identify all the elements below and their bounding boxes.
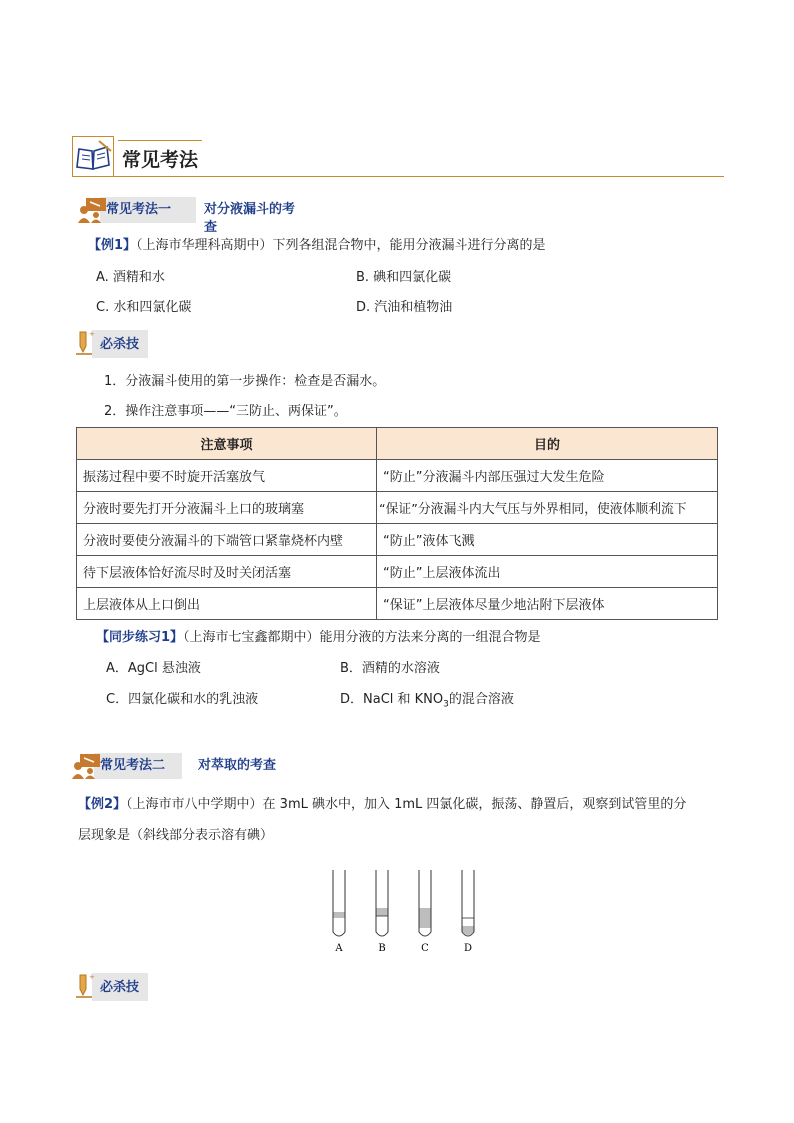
skill-label: 必杀技 <box>100 980 140 995</box>
banner-top-rule <box>118 140 202 141</box>
test-tubes-figure <box>320 866 490 958</box>
table-row <box>77 588 718 620</box>
pen-icon <box>74 328 98 358</box>
table-cell: 待下层液体恰好流尽时及时关闭活塞 <box>77 556 377 588</box>
table-header-cell: 目的 <box>377 428 718 460</box>
table-cell: 振荡过程中要不时旋开活塞放气 <box>77 460 377 492</box>
option-d-text: D．NaCl 和 KNO <box>340 692 444 707</box>
svg-text:+: + <box>89 330 95 338</box>
test-tube-b <box>376 870 388 936</box>
notebook-icon <box>73 137 113 175</box>
svg-text:+: + <box>89 973 95 981</box>
practice-1-question <box>96 629 541 647</box>
table-cell: “保证”上层液体尽量少地沾附下层液体 <box>377 588 718 620</box>
notes-table <box>76 427 718 620</box>
tube-label-a: A <box>335 943 343 954</box>
example-2-line-1 <box>78 796 686 814</box>
table-cell: 上层液体从上口倒出 <box>77 588 377 620</box>
tube-label-c: C <box>421 943 429 954</box>
option-a: A. 酒精和水 <box>96 270 165 285</box>
table-cell: “保证”分液漏斗内大气压与外界相同，使液体顺利流下 <box>377 492 718 524</box>
example-stem: （上海市市八中学期中）在 3mL 碘水中，加入 1mL 四氯化碳，振荡、静置后，观察到试管里的分 <box>126 797 687 812</box>
table-row <box>77 556 718 588</box>
practice-stem: （上海市七宝鑫都期中）能用分液的方法来分离的一组混合物是 <box>183 630 541 645</box>
tube-label-b: B <box>378 943 386 954</box>
table-header-row <box>77 428 718 460</box>
test-tube-d <box>462 870 474 936</box>
table-header-cell: 注意事项 <box>77 428 377 460</box>
page-title: 常见考法 <box>122 149 199 171</box>
table-row <box>77 460 718 492</box>
skill-header-2 <box>74 973 150 1001</box>
option-d: D. 汽油和植物油 <box>356 300 453 315</box>
section-tag: 常见考法二 <box>100 758 166 773</box>
pen-icon <box>74 971 98 1001</box>
table-row <box>77 524 718 556</box>
table-cell: 分液时要使分液漏斗的下端管口紧靠烧杯内壁 <box>77 524 377 556</box>
test-tube-c <box>419 870 431 936</box>
practice-option-a: A．AgCl 悬浊液 <box>106 661 201 676</box>
table-row <box>77 492 718 524</box>
skill-header-1 <box>74 330 150 358</box>
practice-label: 【同步练习1】 <box>96 630 184 645</box>
table-cell: “防止”分液漏斗内部压强过大发生危险 <box>377 460 718 492</box>
table-cell: “防止”液体飞溅 <box>377 524 718 556</box>
point-1: 1．分液漏斗使用的第一步操作：检查是否漏水。 <box>104 374 386 389</box>
option-c: C. 水和四氯化碳 <box>96 300 192 315</box>
teacher-icon <box>78 197 108 223</box>
example-label: 【例1】 <box>88 238 137 253</box>
example-2-line-2: 层现象是（斜线部分表示溶有碘） <box>78 828 274 843</box>
example-1-question <box>88 237 546 255</box>
section-header-2 <box>72 753 312 779</box>
section-header-1 <box>78 197 298 235</box>
teacher-icon <box>72 753 102 779</box>
table-cell: “防止”上层液体流出 <box>377 556 718 588</box>
test-tube-a <box>333 870 345 936</box>
section-topic: 对分液漏斗的考查 <box>204 202 296 235</box>
option-b: B. 碘和四氯化碳 <box>356 270 452 285</box>
practice-option-b: B．酒精的水溶液 <box>340 661 440 676</box>
banner-icon-frame <box>72 136 114 176</box>
skill-label: 必杀技 <box>100 337 140 352</box>
example-label: 【例2】 <box>78 797 127 812</box>
practice-option-d <box>340 691 514 714</box>
section-tag: 常见考法一 <box>106 202 172 217</box>
subscript: 3 <box>443 699 449 710</box>
section-topic: 对萃取的考查 <box>198 758 277 773</box>
point-2: 2．操作注意事项——“三防止、两保证”。 <box>104 404 347 419</box>
example-stem: （上海市华理科高期中）下列各组混合物中，能用分液漏斗进行分离的是 <box>136 238 546 253</box>
table-cell: 分液时要先打开分液漏斗上口的玻璃塞 <box>77 492 377 524</box>
practice-option-c: C．四氯化碳和水的乳浊液 <box>106 692 259 707</box>
tube-label-d: D <box>463 943 473 954</box>
banner-underline <box>72 176 724 177</box>
option-d-text-tail: 的混合溶液 <box>448 692 514 707</box>
